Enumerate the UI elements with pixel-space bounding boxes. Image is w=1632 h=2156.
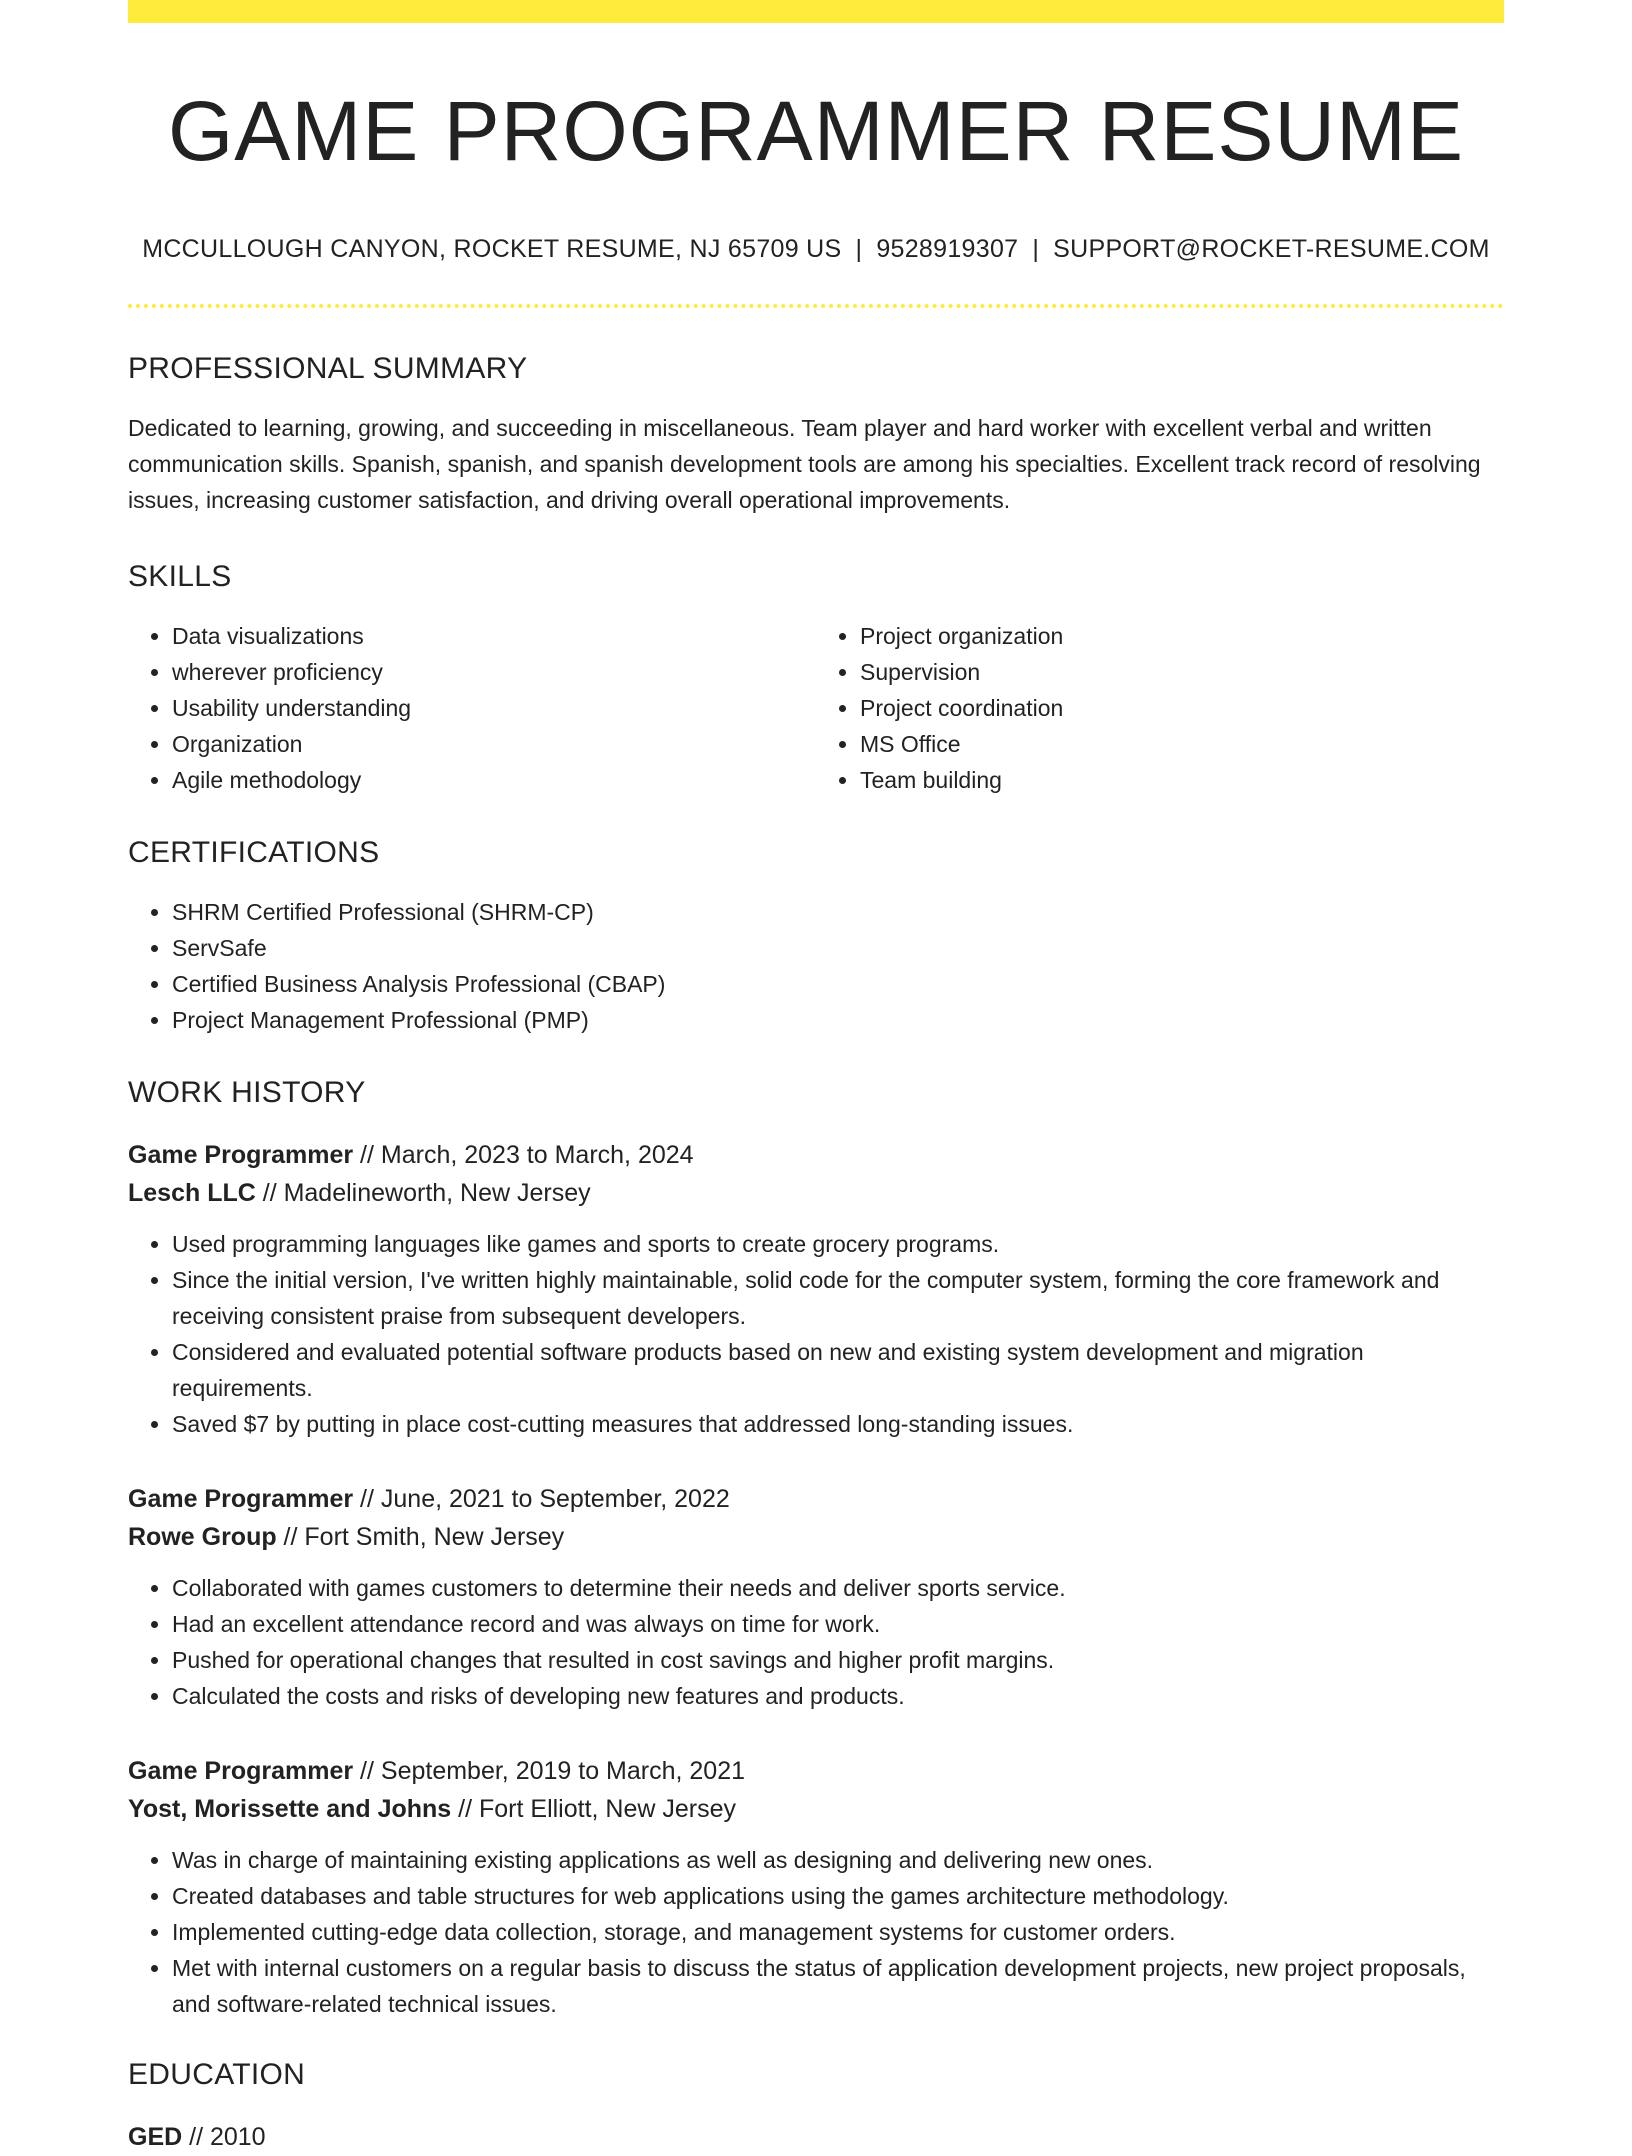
job-company: Rowe Group: [128, 1523, 277, 1552]
job-title: Game Programmer: [128, 1485, 354, 1514]
skill-item: • Supervision: [860, 654, 1504, 690]
job-company-line: [128, 1790, 1504, 1828]
accent-top-bar: [128, 0, 1504, 23]
education-degree: GED: [128, 2123, 183, 2152]
job-bullet-list: [128, 1226, 1504, 1442]
job-bullet: • Used programming languages like games and sports to create grocery programs.: [172, 1226, 1504, 1262]
education-entry: [128, 2118, 1504, 2156]
job-bullet: • Collaborated with games customers to determine their needs and deliver sports service.: [172, 1570, 1504, 1606]
contact-address: MCCULLOUGH CANYON, ROCKET RESUME, NJ 65709 US: [142, 235, 842, 264]
job-entry: [128, 1752, 1504, 2022]
contact-line: [128, 235, 1504, 264]
job-bullet: • Considered and evaluated potential software products based on new and existing system development and migration requirements.: [172, 1334, 1504, 1406]
certification-item: • Project Management Professional (PMP): [172, 1002, 1504, 1038]
summary-text: Dedicated to learning, growing, and succeeding in miscellaneous. Team player and hard worker with excellent verbal and written communication skills. Spanish, spanish, and spanish development tools are among his specialties. Excellent track record of resolving issues, increasing customer satisfaction, and driving overall operational improvements.: [128, 415, 1481, 514]
skill-item: • Agile methodology: [172, 762, 816, 798]
job-bullet: • Created databases and table structures for web applications using the games architecture methodology.: [172, 1878, 1504, 1914]
skills-list-right: [816, 618, 1504, 798]
contact-phone: 9528919307: [876, 235, 1019, 264]
skill-item: • Team building: [860, 762, 1504, 798]
job-entry: [128, 1480, 1504, 1714]
skills-heading: SKILLS: [128, 560, 232, 594]
job-bullet: • Calculated the costs and risks of developing new features and products.: [172, 1678, 1504, 1714]
resume-title: GAME PROGRAMMER RESUME: [167, 84, 1465, 178]
job-bullet: • Pushed for operational changes that resulted in cost savings and higher profit margins.: [172, 1642, 1504, 1678]
job-bullet-list: [128, 1570, 1504, 1714]
job-bullet-list: [128, 1842, 1504, 2022]
job-location: // Fort Elliott, New Jersey: [451, 1795, 737, 1824]
job-company: Lesch LLC: [128, 1179, 256, 1208]
skill-item: • Project organization: [860, 618, 1504, 654]
skill-item: • Project coordination: [860, 690, 1504, 726]
certifications-list: [128, 894, 1504, 1038]
job-title: Game Programmer: [128, 1141, 354, 1170]
education-heading: EDUCATION: [128, 2058, 306, 2092]
certifications-heading: CERTIFICATIONS: [128, 836, 380, 870]
work-history-heading: WORK HISTORY: [128, 1076, 366, 1110]
job-bullet: • Was in charge of maintaining existing applications as well as designing and delivering new ones.: [172, 1842, 1504, 1878]
skills-columns: [128, 618, 1504, 798]
contact-separator: |: [855, 235, 863, 264]
skill-item: • wherever proficiency: [172, 654, 816, 690]
job-bullet: • Since the initial version, I've written highly maintainable, solid code for the computer system, forming the core framework and receiving consistent praise from subsequent developers.: [172, 1262, 1504, 1334]
job-dates: // September, 2019 to March, 2021: [353, 1757, 746, 1786]
job-location: // Madelineworth, New Jersey: [255, 1179, 591, 1208]
dotted-divider: [128, 304, 1504, 308]
job-dates: // March, 2023 to March, 2024: [353, 1141, 694, 1170]
education-year: // 2010: [182, 2123, 266, 2152]
job-bullet: • Saved $7 by putting in place cost-cutting measures that addressed long-standing issues.: [172, 1406, 1504, 1442]
job-bullet: • Had an excellent attendance record and was always on time for work.: [172, 1606, 1504, 1642]
skill-item: • MS Office: [860, 726, 1504, 762]
skill-item: • Organization: [172, 726, 816, 762]
contact-email[interactable]: SUPPORT@ROCKET-RESUME.COM: [1053, 235, 1490, 264]
job-title-line: [128, 1136, 1504, 1174]
certification-item: • Certified Business Analysis Professional (CBAP): [172, 966, 1504, 1002]
job-bullet: • Met with internal customers on a regular basis to discuss the status of application development projects, new project proposals, and software-related technical issues.: [172, 1950, 1504, 2022]
job-title: Game Programmer: [128, 1757, 354, 1786]
job-company-line: [128, 1174, 1504, 1212]
skills-list-left: [128, 618, 816, 798]
job-company: Yost, Morissette and Johns: [128, 1795, 452, 1824]
job-location: // Fort Smith, New Jersey: [276, 1523, 565, 1552]
certification-item: • SHRM Certified Professional (SHRM-CP): [172, 894, 1504, 930]
certification-item: • ServSafe: [172, 930, 1504, 966]
job-entry: [128, 1136, 1504, 1442]
resume-page: [128, 0, 1504, 2156]
contact-separator: |: [1032, 235, 1040, 264]
job-dates: // June, 2021 to September, 2022: [353, 1485, 730, 1514]
job-title-line: [128, 1752, 1504, 1790]
skill-item: • Data visualizations: [172, 618, 816, 654]
job-bullet: • Implemented cutting-edge data collection, storage, and management systems for customer orders.: [172, 1914, 1504, 1950]
summary-heading: PROFESSIONAL SUMMARY: [128, 352, 528, 386]
job-company-line: [128, 1518, 1504, 1556]
skill-item: • Usability understanding: [172, 690, 816, 726]
job-title-line: [128, 1480, 1504, 1518]
